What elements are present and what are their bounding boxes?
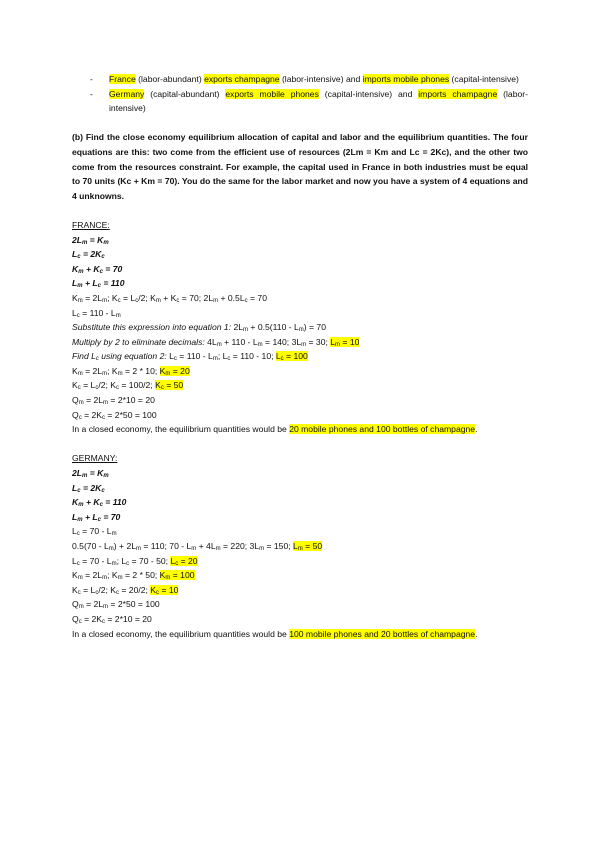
subscript: m	[216, 341, 222, 348]
subscript: c	[77, 487, 81, 494]
solution-line	[72, 597, 528, 612]
bullet-item	[72, 87, 528, 116]
subscript: c	[97, 516, 101, 523]
subscript: m	[117, 575, 123, 582]
text-run: K	[72, 497, 79, 508]
highlighted-text: France	[109, 74, 136, 84]
text-run: = 2L	[82, 570, 103, 581]
text-run: + K	[83, 497, 100, 508]
equation-line	[72, 233, 528, 248]
subscript: c	[116, 385, 119, 392]
text-run: = 2L	[83, 599, 104, 610]
subscript: m	[165, 370, 171, 377]
equation-line	[72, 495, 528, 510]
italic-text: Substitute this expression into equation 1:	[72, 322, 234, 333]
subscript: m	[77, 575, 83, 582]
text-run: K	[159, 570, 166, 581]
equation-line	[72, 247, 528, 262]
text-run: L	[72, 307, 77, 318]
document-content	[72, 72, 528, 641]
text-run: 2L	[233, 322, 244, 333]
equation-line	[72, 510, 528, 525]
text-run: = 110	[100, 278, 125, 289]
text-run: (labor-abundant)	[135, 74, 205, 84]
text-run: = 2*50 = 100	[108, 599, 160, 610]
subscript: m	[115, 312, 121, 319]
subscript: m	[77, 283, 83, 290]
text-run: /2; K	[98, 380, 116, 391]
text-run: = K	[87, 234, 104, 245]
solution-line	[72, 320, 528, 335]
text-run: L	[275, 351, 281, 362]
highlighted-result	[276, 351, 308, 361]
solution-line	[72, 349, 528, 364]
subscript: m	[82, 239, 88, 246]
subscript: c	[99, 502, 103, 509]
subscript: m	[117, 370, 123, 377]
solution-line	[72, 408, 528, 423]
spacer	[72, 203, 528, 218]
text-run: L	[72, 555, 77, 566]
text-run: = 110 - L	[79, 307, 116, 318]
text-run: (labor-intensive) and	[279, 74, 363, 84]
subscript: m	[103, 473, 109, 480]
text-run: = 70 - L	[79, 555, 112, 566]
subscript: c	[244, 297, 248, 304]
subscript: c	[280, 356, 284, 363]
subscript: c	[176, 297, 180, 304]
spacer	[72, 116, 528, 131]
highlighted-result	[293, 541, 322, 551]
subscript: c	[175, 560, 179, 567]
text-run: = 100	[170, 570, 195, 581]
text-run: = 50	[302, 541, 323, 551]
text-run: = 70	[102, 263, 123, 274]
solution-line	[72, 364, 528, 379]
subscript: c	[160, 385, 164, 392]
text-run: = 2L	[82, 292, 103, 303]
subscript: m	[111, 560, 117, 567]
text-run: L	[293, 541, 298, 551]
equation-line	[72, 276, 528, 291]
text-run: + 110 - L	[221, 336, 258, 347]
text-run: 2L	[72, 468, 83, 479]
highlighted-result	[170, 556, 197, 566]
highlighted-result	[160, 570, 195, 580]
text-run: = 70	[100, 511, 121, 522]
subscript: c	[95, 589, 99, 596]
text-run: = 110 - 10;	[230, 351, 276, 362]
subscript: c	[227, 356, 231, 363]
highlighted-result	[155, 380, 183, 390]
text-run: ; K	[107, 292, 118, 303]
text-run: = L	[80, 380, 96, 391]
text-run: + L	[82, 511, 98, 522]
text-run: ; K	[107, 570, 118, 581]
text-run: = 110	[102, 497, 127, 508]
text-run: (capital-abundant)	[144, 88, 226, 99]
subscript: c	[116, 589, 119, 596]
text-run: = 2K	[80, 482, 102, 493]
highlighted-text: imports mobile phones	[362, 74, 450, 84]
text-run: = K	[87, 468, 104, 479]
text-run: L	[72, 249, 78, 260]
text-run: = 70 - L	[79, 526, 112, 537]
text-run: (capital-intensive) and	[318, 88, 419, 99]
highlighted-text: imports champagne	[418, 88, 498, 99]
text-run: = 2*10 = 20	[108, 395, 155, 406]
subscript: m	[103, 604, 109, 611]
subscript: c	[135, 297, 139, 304]
text-run: ) = 70	[303, 322, 326, 333]
text-run: /2; K	[138, 292, 156, 303]
conclusion-paragraph	[72, 422, 528, 437]
text-run: = 100	[283, 351, 308, 362]
subscript: c	[173, 356, 177, 363]
text-run: K	[155, 380, 161, 391]
solution-line	[72, 524, 528, 539]
text-run: = 2L	[82, 365, 103, 376]
subscript: m	[213, 297, 219, 304]
text-run: = 2 * 50;	[122, 570, 160, 581]
subscript: m	[102, 370, 108, 377]
subscript: c	[101, 254, 105, 261]
subscript: m	[335, 341, 341, 348]
subscript: m	[108, 546, 114, 552]
solution-line	[72, 568, 528, 583]
solution-line	[72, 291, 528, 306]
text-run: In a closed economy, the equilibrium quantities would be	[72, 628, 290, 639]
text-run: + 0.5(110 - L	[248, 322, 299, 333]
text-run: = 2*50 = 100	[105, 409, 157, 420]
subscript: m	[297, 546, 303, 552]
text-run: = 2K	[81, 409, 102, 420]
subscript: m	[243, 327, 249, 334]
solution-line	[72, 583, 528, 598]
subscript: m	[102, 575, 108, 582]
text-run: K	[72, 292, 78, 303]
text-run: = 2K	[81, 613, 102, 624]
text-run: = 110 - L	[176, 351, 213, 362]
text-run: + K	[160, 292, 177, 303]
equation-line	[72, 466, 528, 481]
text-run: Q	[72, 599, 79, 610]
solution-line	[72, 335, 528, 350]
bullet-dash: -	[90, 74, 93, 84]
subscript: m	[77, 297, 83, 304]
text-run: = 2K	[80, 249, 102, 260]
solution-line	[72, 393, 528, 408]
highlighted-text: exports champagne	[204, 74, 280, 84]
text-run: ; L	[217, 351, 228, 362]
solution-line	[72, 554, 528, 569]
text-run: ; K	[107, 365, 118, 376]
text-run: L	[330, 336, 336, 347]
text-run: = 50	[163, 380, 184, 391]
text-run: = 10	[159, 584, 179, 595]
text-run: Q	[72, 613, 79, 624]
text-run: = 2L	[83, 395, 104, 406]
subscript: m	[212, 356, 218, 363]
text-run: = 10	[340, 336, 360, 347]
italic-text: Find L	[72, 351, 96, 362]
text-run: K	[159, 365, 166, 376]
subscript: c	[95, 356, 99, 363]
highlighted-result	[160, 366, 190, 376]
italic-text: using equation 2:	[98, 351, 170, 362]
text-run: = 20	[178, 555, 198, 566]
subscript: m	[111, 531, 117, 538]
subscript: m	[301, 341, 307, 348]
text-run: = 2*10 = 20	[105, 613, 152, 624]
subscript: c	[95, 385, 99, 392]
subscript: m	[102, 297, 108, 304]
subscript: m	[215, 546, 221, 552]
text-run: + L	[82, 278, 98, 289]
subscript: c	[97, 283, 101, 290]
subscript: m	[78, 604, 84, 611]
subscript: m	[155, 297, 161, 304]
text-run: = 140; 3L	[262, 336, 302, 347]
text-run: = L	[120, 292, 136, 303]
subscript: c	[78, 414, 82, 421]
text-run: L	[72, 526, 77, 537]
subscript: m	[259, 546, 265, 552]
subscript: m	[298, 327, 304, 334]
highlighted-text: 20 mobile phones and 100 bottles of champagne	[289, 424, 476, 435]
text-run: K	[150, 584, 157, 595]
text-run: ; L	[116, 555, 127, 566]
text-run: (capital-intensive)	[449, 74, 519, 84]
subscript: c	[77, 589, 81, 596]
highlighted-text: 100 mobile phones and 20 bottles of champagne	[289, 628, 476, 639]
text-run: + K	[83, 263, 100, 274]
text-run: In a closed economy, the equilibrium quantities would be	[72, 424, 290, 435]
solution-sections	[72, 218, 528, 641]
subscript: m	[136, 546, 142, 552]
subscript: c	[77, 385, 81, 392]
text-run: = 20/2;	[119, 584, 151, 595]
text-run: ) + 2L	[113, 541, 137, 551]
text-run: L	[72, 482, 78, 493]
text-run: 0.5(70 - L	[72, 541, 109, 551]
text-run: + 0.5L	[218, 292, 245, 303]
subscript: c	[156, 589, 160, 596]
text-run: Q	[72, 395, 79, 406]
text-run: K	[72, 570, 78, 581]
subscript: m	[103, 239, 109, 246]
subscript: m	[82, 473, 88, 480]
text-run: = 110; 70 - L	[141, 541, 192, 551]
solution-line	[72, 306, 528, 321]
subscript: c	[76, 560, 80, 567]
text-run: K	[72, 365, 78, 376]
text-run: L	[170, 555, 176, 566]
text-run: + 4L	[196, 541, 216, 551]
section-heading: GERMANY:	[72, 453, 118, 464]
subscript: c	[76, 531, 80, 538]
text-run: 2L	[72, 234, 83, 245]
subscript: m	[257, 341, 263, 348]
text-run: Q	[72, 409, 79, 420]
subscript: c	[101, 487, 105, 494]
text-run: K	[72, 380, 78, 391]
text-run: K	[72, 263, 79, 274]
subscript: m	[77, 370, 83, 377]
text-run: = 2 * 10;	[122, 365, 160, 376]
highlighted-text: exports mobile phones	[225, 88, 319, 99]
highlighted-result	[150, 585, 178, 595]
solution-line	[72, 378, 528, 393]
text-run: = 70 - 50;	[129, 555, 171, 566]
subscript: m	[191, 546, 197, 552]
text-run: 4L	[207, 336, 217, 347]
text-run: L	[72, 278, 78, 289]
subscript: c	[99, 268, 103, 275]
text-run: (labor-intensive)	[109, 88, 528, 114]
text-run: = 150;	[264, 541, 294, 551]
subscript: c	[77, 254, 81, 261]
subscript: c	[76, 312, 80, 319]
bullet-item	[72, 72, 528, 87]
subscript: m	[78, 268, 84, 275]
subscript: m	[103, 400, 109, 407]
text-run: = 100/2;	[119, 380, 156, 391]
bullet-list	[72, 72, 528, 116]
equation-line	[72, 262, 528, 277]
subscript: m	[78, 502, 84, 509]
text-run: .	[475, 628, 478, 639]
subscript: c	[117, 297, 121, 304]
subscript: c	[78, 618, 82, 625]
text-run: L	[169, 351, 174, 362]
spacer	[72, 437, 528, 452]
subscript: m	[77, 516, 83, 523]
text-run: = 20	[170, 365, 190, 376]
highlighted-result	[330, 337, 359, 347]
solution-line	[72, 539, 528, 554]
section-heading: FRANCE:	[72, 219, 110, 230]
conclusion-paragraph	[72, 627, 528, 642]
text-run: .	[475, 424, 478, 435]
text-run: = 220; 3L	[220, 541, 260, 551]
subscript: c	[102, 618, 105, 625]
subscript: c	[126, 560, 130, 567]
italic-text: Multiply by 2 to eliminate decimals:	[72, 336, 208, 347]
subscript: m	[165, 575, 171, 582]
highlighted-text: Germany	[109, 88, 145, 99]
text-run: = L	[80, 584, 96, 595]
text-run: = 30;	[306, 336, 331, 347]
subscript: m	[78, 400, 84, 407]
subscript: c	[102, 414, 105, 421]
text-run: K	[72, 584, 78, 595]
text-run: /2; K	[98, 584, 116, 595]
solution-line	[72, 612, 528, 627]
bullet-dash: -	[90, 88, 93, 99]
text-run: = 70	[247, 292, 267, 303]
equation-line	[72, 481, 528, 496]
question-paragraph: (b) Find the close economy equilibrium allocation of capital and labor and the equilibrium quantities. The four equations are this: two come from the efficient use of resources (2Lm = Km and Lc = 2Kc), and the other two come from the resources constraint. For example, the capital used in France in both industries must be equal to 70 units (Kc + Km = 70). You do the same for the labor market and now you have a system of 4 equations and 4 unknowns.	[72, 132, 528, 201]
text-run: = 70; 2L	[179, 292, 214, 303]
text-run: L	[72, 511, 78, 522]
